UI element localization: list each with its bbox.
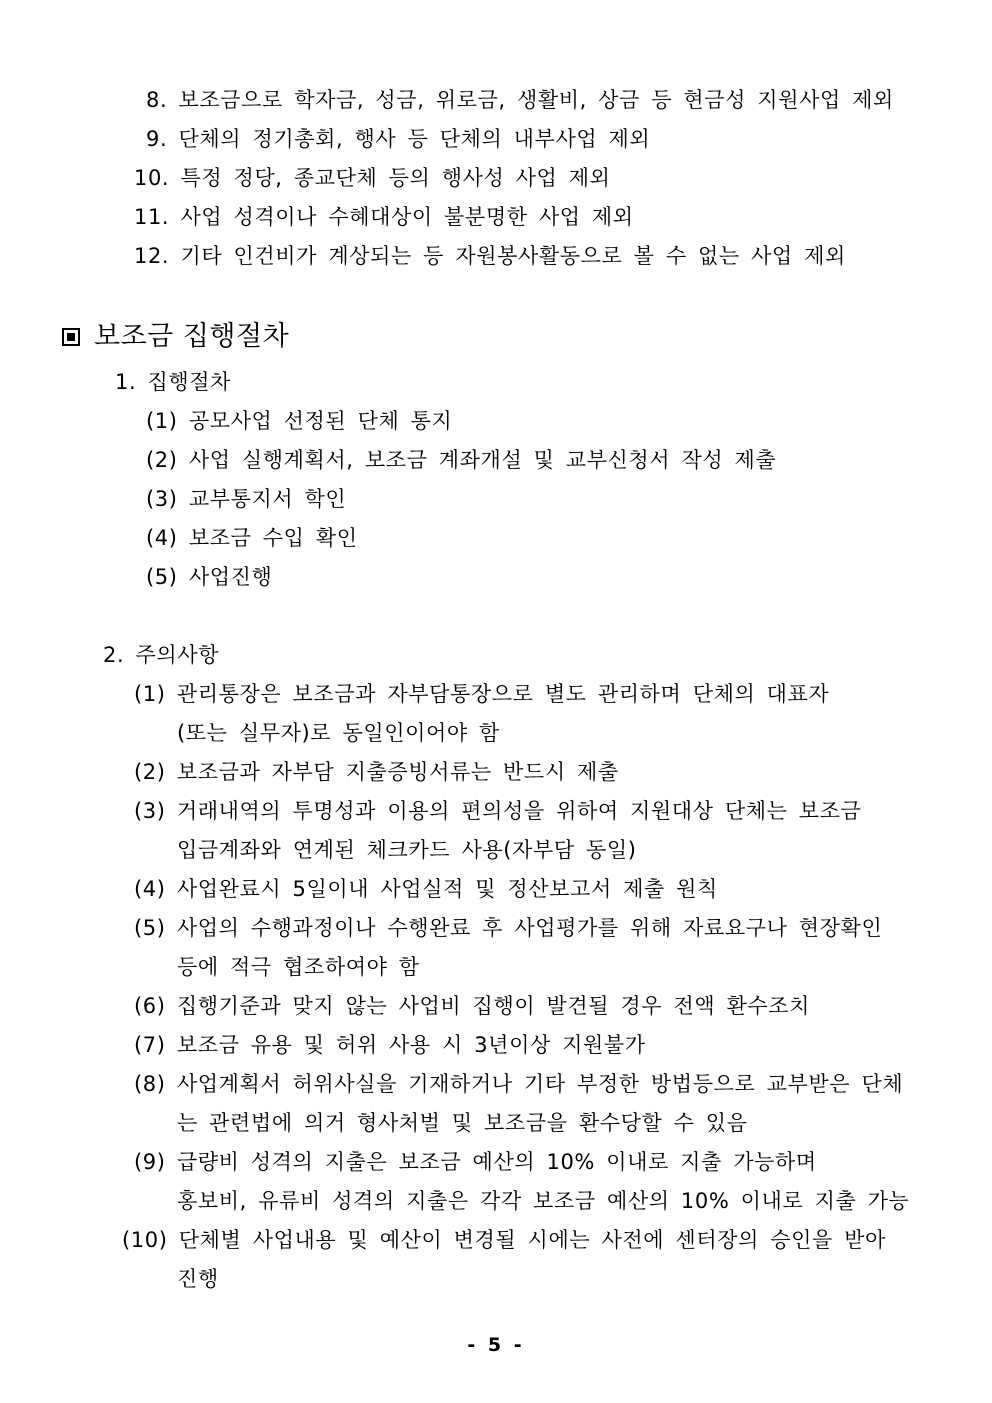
procedure-step-3: (3) 교부통지서 학인	[146, 487, 347, 511]
caution-line: (5) 사업의 수행과정이나 수행완료 후 사업평가를 위해 자료요구나 현장확인	[134, 916, 883, 940]
exclusion-item-12: 12. 기타 인건비가 계상되는 등 자원봉사활동으로 볼 수 없는 사업 제외	[134, 244, 846, 268]
caution-line: 등에 적극 협조하여야 함	[177, 955, 420, 979]
procedure-step-4: (4) 보조금 수입 확인	[146, 526, 358, 550]
caution-line: 입금계좌와 연계된 체크카드 사용(자부담 동일)	[177, 838, 637, 862]
exclusion-item-10: 10. 특정 정당, 종교단체 등의 행사성 사업 제외	[134, 166, 611, 190]
exclusion-item-8: 8. 보조금으로 학자금, 성금, 위로금, 생활비, 상금 등 현금성 지원사업 제외	[146, 88, 894, 112]
procedure-heading: 1. 집행절차	[115, 370, 232, 394]
caution-line: 는 관련법에 의거 형사처벌 및 보조금을 환수당할 수 있음	[177, 1111, 748, 1135]
caution-line: (또는 실무자)로 동일인이어야 함	[177, 721, 500, 745]
procedure-step-1: (1) 공모사업 선정된 단체 통지	[146, 409, 453, 433]
exclusion-item-9: 9. 단체의 정기총회, 행사 등 단체의 내부사업 제외	[146, 127, 651, 151]
caution-line: (6) 집행기준과 맞지 않는 사업비 집행이 발견될 경우 전액 환수조치	[134, 994, 811, 1018]
caution-line: (3) 거래내역의 투명성과 이용의 편의성을 위하여 지원대상 단체는 보조금	[134, 799, 862, 823]
page-number: - 5 -	[467, 1334, 525, 1356]
procedure-step-5: (5) 사업진행	[146, 565, 273, 589]
caution-line: (7) 보조금 유용 및 허위 사용 시 3년이상 지원불가	[134, 1033, 646, 1057]
caution-line: (8) 사업계획서 허위사실을 기재하거나 기타 부정한 방법등으로 교부받은 단체	[134, 1072, 904, 1096]
procedure-step-2: (2) 사업 실행계획서, 보조금 계좌개설 및 교부신청서 작성 제출	[146, 448, 777, 472]
caution-line: (2) 보조금과 자부담 지출증빙서류는 반드시 제출	[134, 760, 619, 784]
caution-line: (9) 급량비 성격의 지출은 보조금 예산의 10% 이내로 지출 가능하며	[134, 1150, 817, 1174]
exclusion-item-11: 11. 사업 성격이나 수혜대상이 불분명한 사업 제외	[134, 205, 634, 229]
caution-line: (4) 사업완료시 5일이내 사업실적 및 정산보고서 제출 원칙	[134, 877, 718, 901]
section-heading	[62, 320, 289, 354]
section-title: 보조금 집행절차	[94, 321, 290, 352]
caution-line: 진행	[177, 1267, 219, 1291]
cautions-heading: 2. 주의사항	[103, 643, 220, 667]
caution-line: 홍보비, 유류비 성격의 지출은 각각 보조금 예산의 10% 이내로 지출 가능	[177, 1189, 910, 1213]
caution-line: (10) 단체별 사업내용 및 예산이 변경될 시에는 사전에 센터장의 승인을 받아	[122, 1228, 886, 1252]
square-bullet-icon	[62, 328, 80, 346]
caution-line: (1) 관리통장은 보조금과 자부담통장으로 별도 관리하며 단체의 대표자	[134, 682, 830, 706]
